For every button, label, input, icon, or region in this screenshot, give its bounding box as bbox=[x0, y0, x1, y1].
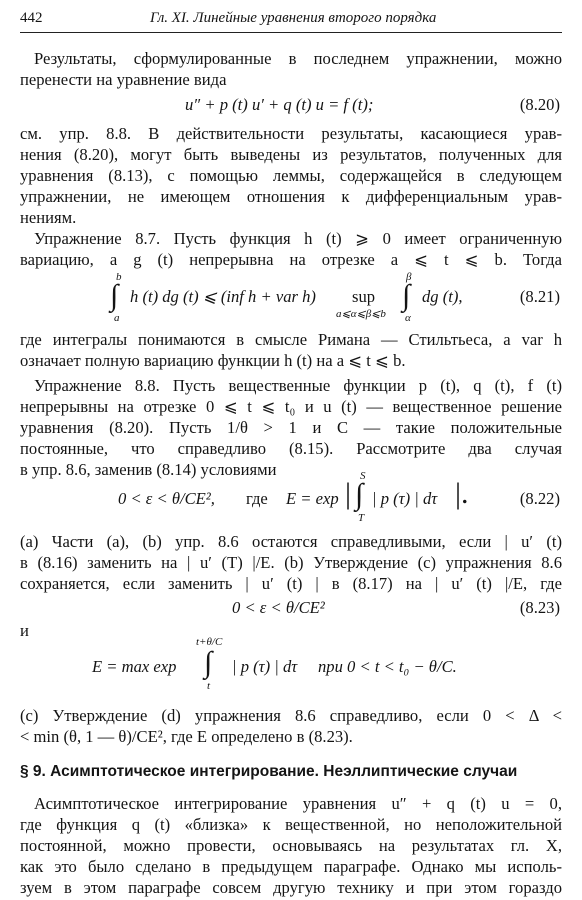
text-line: постоянные, что справедливо (8.15). Рассмотрите два случая bbox=[20, 439, 562, 458]
text-line: постоянной, можно провести, основываясь на результатах гл. X, bbox=[20, 836, 562, 855]
integrand: | p (τ) | dτ bbox=[232, 657, 298, 676]
exercise-8-7-line: Упражнение 8.7. Пусть функция h (t) ⩾ 0 имеет ограниченную bbox=[34, 229, 562, 248]
integral-sign: ∫ bbox=[355, 478, 364, 511]
integral-upper-limit: β bbox=[406, 271, 412, 283]
integral-upper-limit: b bbox=[116, 271, 122, 283]
equation-left-part: h (t) dg (t) ⩽ (inf h + var h) bbox=[130, 287, 316, 306]
abs-bar: |. bbox=[455, 477, 469, 510]
text-line: перенести на уравнение вида bbox=[20, 70, 227, 89]
integral-lower-limit: α bbox=[405, 312, 411, 324]
text-line: Асимптотическое интегрирование уравнения u″ + q (t) u = 0, bbox=[34, 794, 562, 813]
integral-sign: ∫ bbox=[402, 279, 411, 312]
integrand: | p (τ) | dτ bbox=[372, 489, 438, 508]
text-line: где интегралы понимаются в смысле Римана — Стильтьеса, а var h bbox=[20, 330, 562, 349]
text-line: означает полную вариацию функции h (t) на a ⩽ t ⩽ b. bbox=[20, 351, 406, 370]
text-line: Результаты, сформулированные в последнем упражнении, можно bbox=[34, 49, 562, 68]
equation-number: (8.22) bbox=[519, 489, 560, 508]
equation-number: (8.20) bbox=[519, 95, 560, 114]
integral-upper-limit: S bbox=[360, 470, 366, 482]
text-line: упражнении, не имеющем отношения к дифференциальным урав- bbox=[20, 187, 562, 206]
equation-right-part: dg (t), bbox=[422, 287, 463, 306]
text-line: уравнения (8.20). Пусть 1/θ > 1 и C — такие положительные bbox=[20, 418, 562, 437]
page-number: 442 bbox=[20, 10, 43, 26]
integral-lower-limit: t bbox=[207, 680, 211, 692]
text-line: непрерывны на отрезке 0 ⩽ t ⩽ t₀ и u (t) — вещественное решение bbox=[20, 397, 562, 416]
integral-lower-limit: a bbox=[114, 312, 120, 324]
integral-sign: ∫ bbox=[110, 279, 119, 312]
text-line: нения (8.20), могут быть выведены из результатов, полученных для bbox=[20, 145, 562, 164]
running-header bbox=[20, 10, 562, 33]
e-definition: E = max exp bbox=[92, 657, 177, 676]
equation-number: (8.21) bbox=[519, 287, 560, 306]
e-definition: E = exp bbox=[286, 489, 339, 508]
text-line: в упр. 8.6, заменив (8.14) условиями bbox=[20, 460, 277, 479]
text-line: < min (θ, 1 — θ)/CE², где E определено в (8.23). bbox=[20, 727, 353, 746]
where-word: где bbox=[246, 489, 268, 508]
text-line: см. упр. 8.8. В действительности результаты, касающиеся урав- bbox=[20, 124, 562, 143]
text-line: как это было сделано в предыдущем параграфе. Однако мы исполь- bbox=[20, 857, 562, 876]
text-line: в (8.16) заменить на | u′ (T) |/E. (b) Утверждение (c) упражнения 8.6 bbox=[20, 553, 562, 572]
equation-8-20: u″ + p (t) u′ + q (t) u = f (t); bbox=[185, 95, 374, 114]
integral-lower-limit: T bbox=[358, 512, 365, 524]
condition: при 0 < t < t₀ − θ/C. bbox=[318, 657, 457, 676]
text-line: нениям. bbox=[20, 208, 77, 227]
running-title: Гл. XI. Линейные уравнения второго порядка bbox=[150, 10, 437, 26]
text-line: зуем в этом параграфе совсем другую технику и при этом гораздо bbox=[20, 878, 562, 897]
text-line: (a) Части (a), (b) упр. 8.6 остаются справедливыми, если | u′ (t) bbox=[20, 532, 562, 551]
text-line: вариацию, а g (t) непрерывна на отрезке a ⩽ t ⩽ b. Тогда bbox=[20, 250, 562, 269]
exercise-8-8-line: Упражнение 8.8. Пусть вещественные функции p (t), q (t), f (t) bbox=[34, 376, 562, 395]
sup-subscript: a⩽α⩽β⩽b bbox=[336, 308, 386, 320]
abs-bar: | bbox=[345, 477, 352, 510]
equation-number: (8.23) bbox=[519, 598, 560, 617]
condition: 0 < ε < θ/CE², bbox=[118, 489, 215, 508]
integral-upper-limit: t+θ/C bbox=[196, 636, 223, 648]
sup-operator: sup bbox=[352, 287, 376, 306]
equation-8-23: 0 < ε < θ/CE² bbox=[232, 598, 325, 617]
text-line: где функция q (t) «близка» к вещественной, но неположительной bbox=[20, 815, 562, 834]
section-heading: § 9. Асимптотическое интегрирование. Неэллиптические случаи bbox=[20, 763, 518, 780]
text-line: и bbox=[20, 621, 29, 640]
text-line: уравнения (8.13), с помощью леммы, содержащейся в следующем bbox=[20, 166, 562, 185]
text-line: (c) Утверждение (d) упражнения 8.6 справедливо, если 0 < Δ < bbox=[20, 706, 562, 725]
integral-sign: ∫ bbox=[204, 646, 213, 679]
text-line: сохраняется, если заменить | u′ (t) | в (8.17) на | u′ (t) |/E, где bbox=[20, 574, 562, 593]
